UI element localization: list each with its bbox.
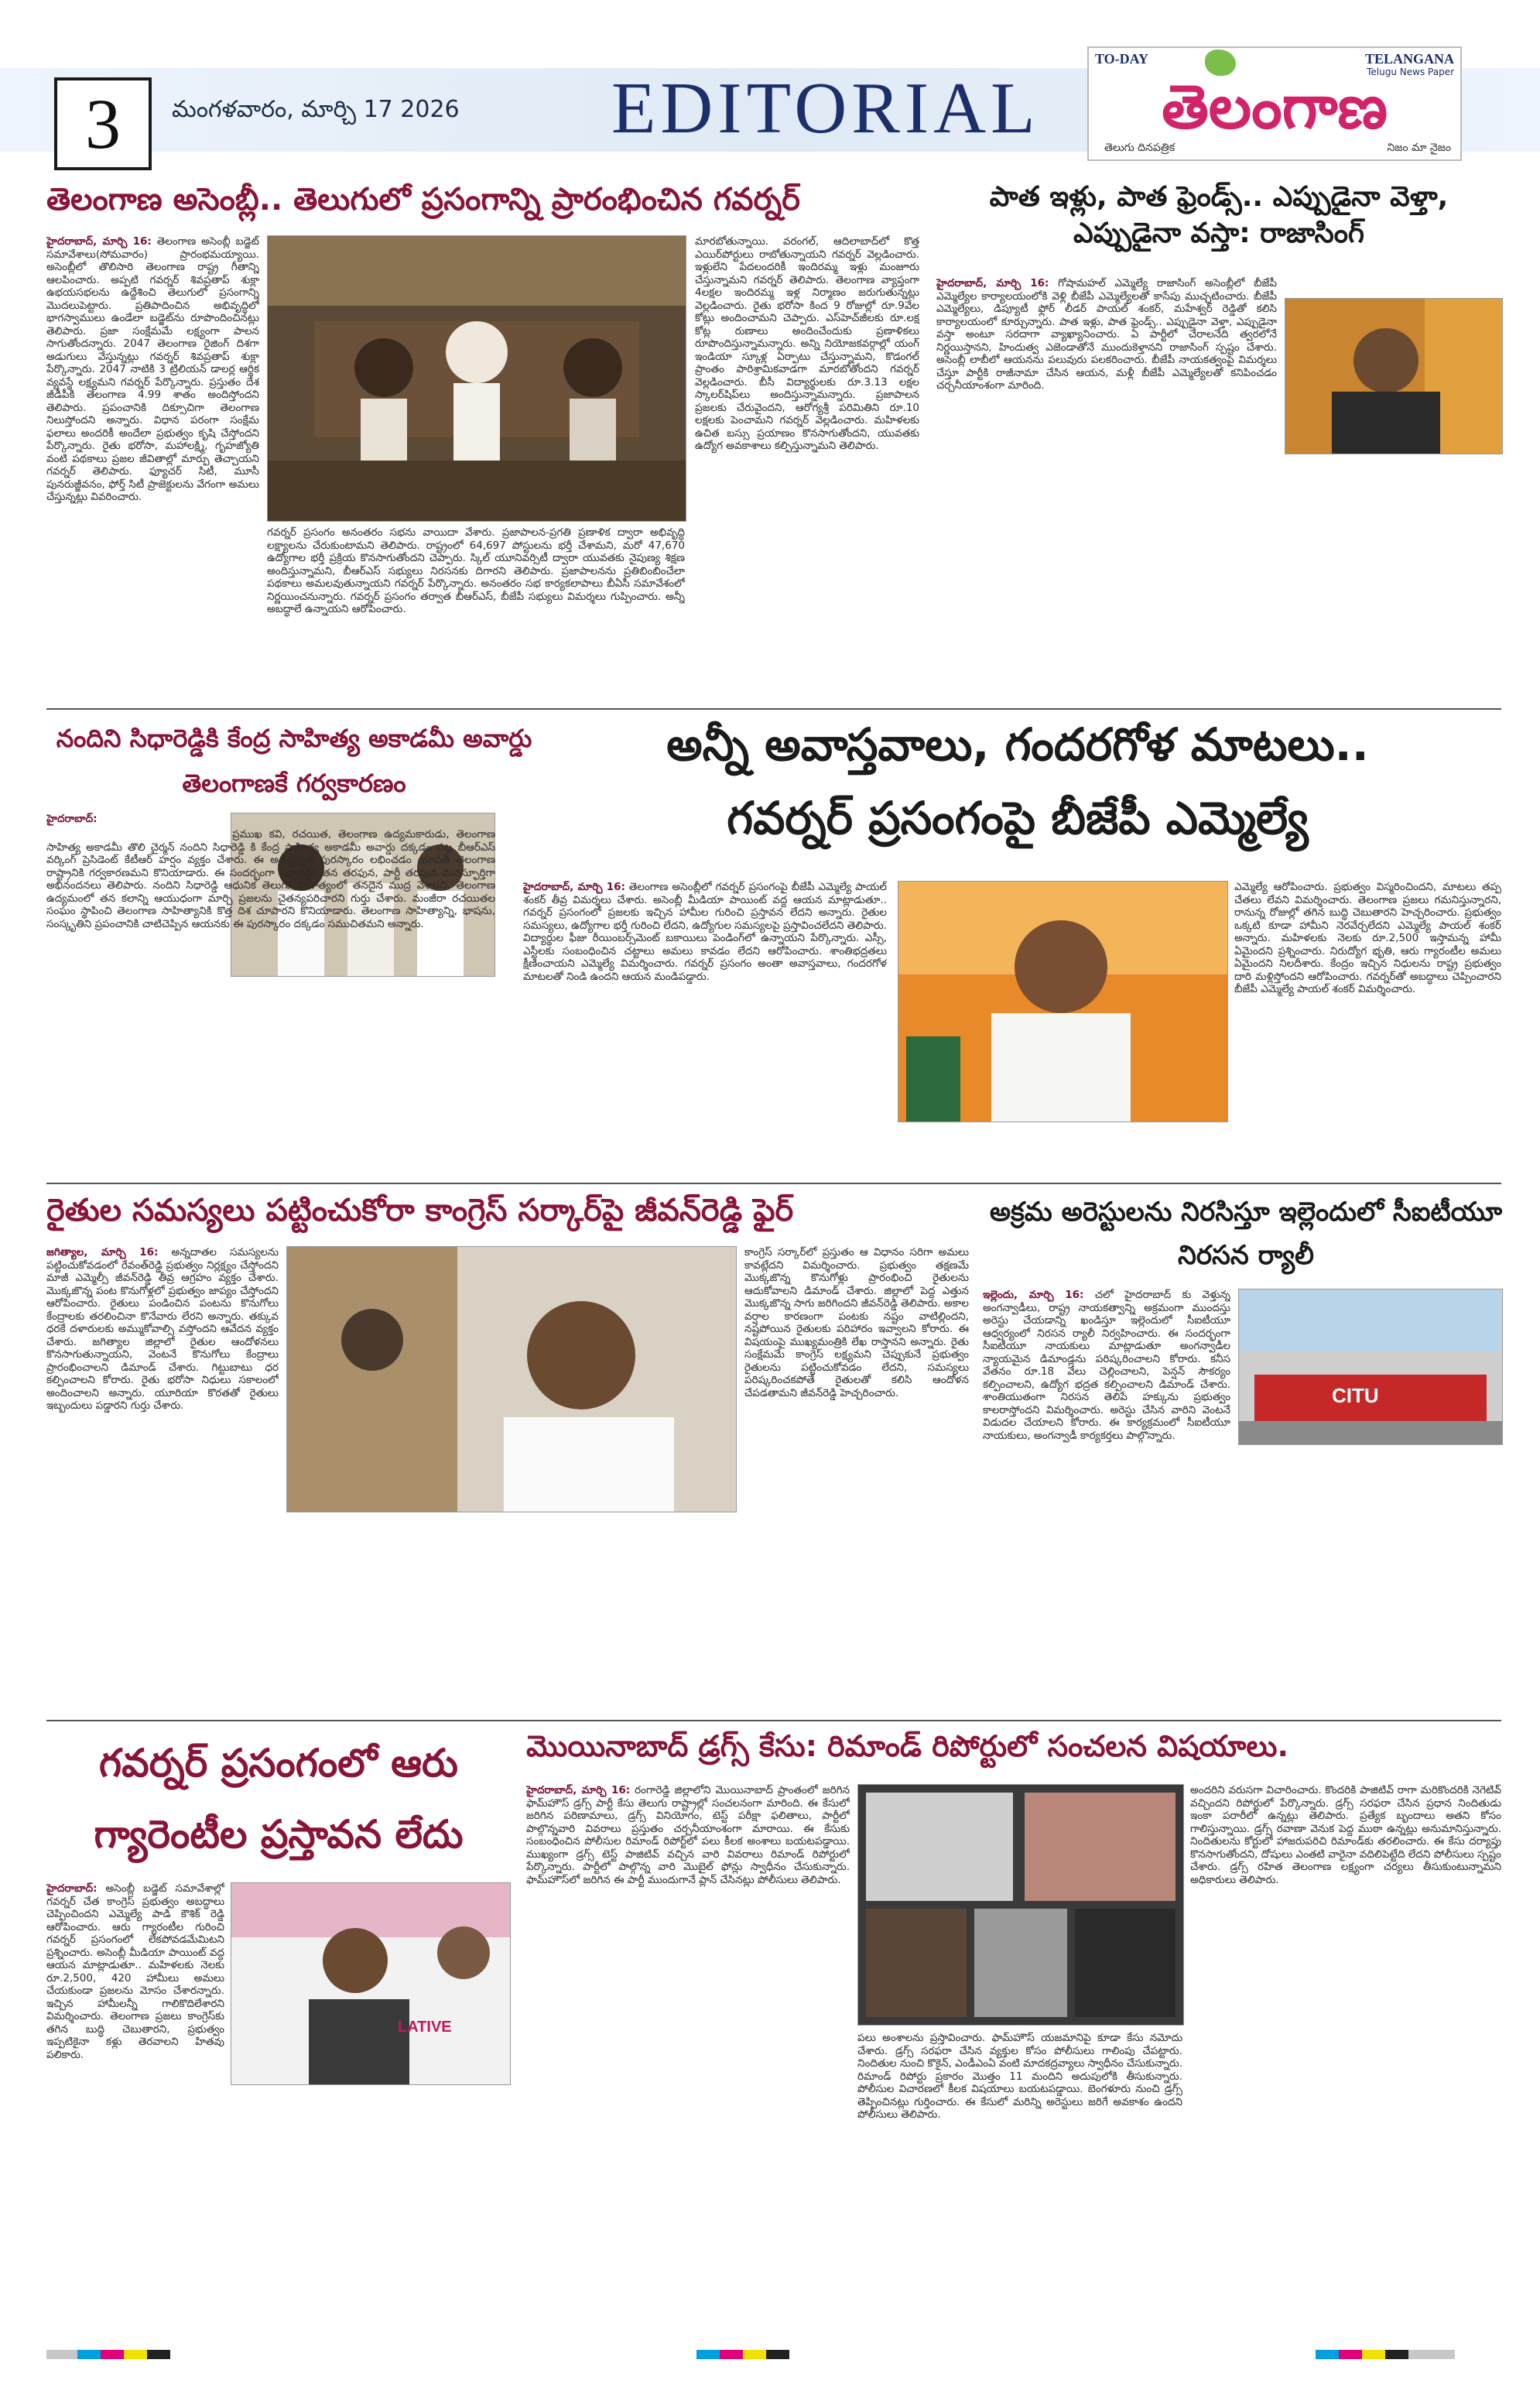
a8-text-3: అందరిని వరుసగా విచారించారు. కొందరికి పాజిటివ్ రాగా మరికొందరికి నెగెటివ్ వచ్చిందని రిపోర్టులో పేర్కొన్నారు. డ్రగ్స్ సరఫరా చేసిన ప్రధాన నిందితుడు ఇంకా పరారీలో ఉన్నట్లు తెలిపారు. ప్రత్యేక బృందాలు అతని కోసం గాలిస్తున్నాయి. డ్రగ్స్ రవాణా వెనుక పెద్ద ముఠా ఉన్నట్లు అనుమానిస్తున్నారు. నిందితులను కోర్టులో హాజరుపరిచి రిమాండ్‌కు తరలించారు. ఈ కేసు దర్యాప్తు కొనసాగుతోందని, దోషులు ఎంతటి వారైనా వదిలిపెట్టేది లేదని పోలీసులు స్పష్టం చేశారు. డ్రగ్స్ రహిత తెలంగాణ లక్ష్యంగా చర్యలు తీసుకుంటున్నామని అధికారులు తెలిపారు. bbox=[1190, 1784, 1501, 1886]
telangana-map-icon bbox=[1205, 50, 1236, 76]
a8-column-3 bbox=[1190, 1784, 1501, 2326]
a2-text: గోషామహల్ ఎమ్మెల్యే రాజాసింగ్ అసెంబ్లీలో బీజేపీ ఎమ్మెల్యేల కార్యాలయంలోకి వెళ్లి బీజేపీ ఎమ్మెల్యేలతో కాసేపు ముచ్చటించారు. బీజేపీ ఎమ్మెల్యేలు, డిప్యూటీ ఫ్లోర్ లీడర్ పాయల్ శంకర్, మహేశ్వర్ రెడ్డితో కలిసి కార్యాలయంలో కూర్చున్నారు. పాత ఇళ్లు, పాత ఫ్రెండ్స్.. ఎప్పుడైనా వెళ్తా, ఎప్పుడైనా వస్తా అంటూ సరదాగా వ్యాఖ్యానించారు. ఏ పార్టీలో చేరాలనేది త్వరలోనే నిర్ణయిస్తానని, హిందుత్వ ఎజెండాతోనే ముందుకెళ్తానని రాజాసింగ్ స్పష్టం చేశారు. అసెంబ్లీ లాబీలో ఆయనను పలువురు పలకరించారు. బీజేపీ నాయకత్వంపై విమర్శలు చేస్తూ పార్టీకి రాజీనామా చేసిన ఆయన, మళ్లీ బీజేపీ ఎమ్మెల్యేలతో కనిపించడం చర్చనీయాంశంగా మారింది. bbox=[936, 277, 1277, 392]
a5-text-1: అన్నదాతల సమస్యలను పట్టించుకోవడంలో రేవంత్‌రెడ్డి ప్రభుత్వం నిర్లక్ష్యం చేస్తోందని మాజీ ఎమ్మెల్సీ జీవన్‌రెడ్డి తీవ్ర ఆగ్రహం వ్యక్తం చేశారు. మొక్కజొన్న పంట కొనుగోళ్లలో ప్రభుత్వం జాప్యం చేస్తోందని ఆరోపించారు. రైతులు పండించిన పంటను కొనుగోలు కేంద్రాలకు తరలించినా కొనేవారు లేరని అన్నారు. తక్కువ ధరకే దళారులకు అమ్ముకోవాల్సి వస్తోందని ఆవేదన వ్యక్తం చేశారు. జగిత్యాల జిల్లాలో రైతుల ఆందోళనలు కొనసాగుతున్నాయని, వెంటనే కొనుగోలు కేంద్రాలు ప్రారంభించాలని డిమాండ్ చేశారు. గిట్టుబాటు ధర కల్పించాలని కోరారు. రైతు భరోసా నిధులు సకాలంలో అందించాలని అన్నారు. యూరియా కొరతతో రైతులు ఇబ్బందులు పడ్డారని గుర్తు చేశారు. bbox=[46, 1246, 279, 1412]
a5-column-1 bbox=[46, 1246, 279, 1718]
a3-dateline: హైదరాబాద్: bbox=[46, 813, 98, 825]
a5-photo-jeevanreddy bbox=[286, 1246, 737, 1512]
logo-subtitle: Telugu News Paper bbox=[1367, 67, 1454, 77]
a6-headline: అక్రమ అరెస్టులను నిరసిస్తూ ఇల్లెందులో సీఐటీయూ నిరసన ర్యాలీ bbox=[989, 1197, 1503, 1271]
a6-photo-rally bbox=[1238, 1289, 1503, 1445]
a7-banner-text: LATIVE bbox=[398, 2019, 452, 2036]
a5-dateline: జగిత్యాల, మార్చి 16: bbox=[46, 1246, 159, 1259]
a4-photo-payal-shankar bbox=[898, 881, 1228, 1122]
a6-body bbox=[983, 1289, 1230, 1718]
a1-text-1: తెలంగాణ అసెంబ్లీ బడ్జెట్ సమావేశాలు(సోమవారం) ప్రారంభమయ్యాయి. అసెంబ్లీలో తొలిసారి తెలంగాణ రాష్ట్ర గీతాన్ని ఆలపించారు. అప్పటి గవర్నర్ శివప్రతాప్ శుక్లా ఉభయసభలను ఉద్దేశించి తెలుగులో ప్రసంగాన్ని మొదలుపెట్టారు. ప్రతిపాదించిన అభివృద్ధిలో భాగస్వాములు ఉండేలా బడ్జెట్‌ను రూపొందించినట్లు తెలిపారు. ప్రజా సంక్షేమమే లక్ష్యంగా పాలన సాగుతోందన్నారు. 2047 తెలంగాణ రైజింగ్ దిశగా అడుగులు వేస్తున్నట్లు గవర్నర్ శివప్రతాప్ శుక్లా పేర్కొన్నారు. 2047 నాటికి 3 ట్రిలియన్ డాలర్ల ఆర్థిక వ్యవస్థే లక్ష్యమని గవర్నర్ పేర్కొన్నారు. ప్రస్తుతం దేశ జీడీపీకి తెలంగాణ 4.99 శాతం అందిస్తోందని తెలిపారు. ప్రపంచానికి దిక్సూచిగా తెలంగాణ నిలుస్తోందని అన్నారు. విధాన పరంగా సంక్షేమ ఫలాలు అందరికీ అందేలా ప్రభుత్వం కృషి చేస్తోందని పేర్కొన్నారు. రైతు భరోసా, మహాలక్ష్మి, గృహజ్యోతి వంటి పథకాలు ప్రజల జీవితాల్లో మార్పు తెచ్చాయని గవర్నర్ తెలిపారు. ఫ్యూచర్ సిటీ, మూసీ పునరుజ్జీవనం, ఫోర్త్ సిటీ ప్రాజెక్టులను వేగంగా అమలు చేస్తున్నట్లు వివరించారు. bbox=[46, 235, 259, 503]
a3-body bbox=[46, 828, 495, 1176]
a6-text: చలో హైదరాబాద్ కు వెళ్తున్న అంగన్వాడీలు, రాష్ట్ర నాయకత్వాన్ని అక్రమంగా ముందస్తు అరెస్టు చేయడాన్ని ఖండిస్తూ ఇల్లెందులో సీఐటీయూ ఆధ్వర్యంలో నిరసన ర్యాలీ నిర్వహించారు. ఈ సందర్భంగా సీఐటీయూ నాయకులు మాట్లాడుతూ అంగన్వాడీల న్యాయమైన డిమాండ్లను పరిష్కరించాలని కోరారు. కనీస వేతనం రూ.18 వేలు చెల్లించాలని, పెన్షన్ సౌకర్యం కల్పించాలని, ఉద్యోగ భద్రత కల్పించాలని డిమాండ్ చేశారు. శాంతియుతంగా నిరసన తెలిపే హక్కును ప్రభుత్వం కాలరాస్తోందని విమర్శించారు. అరెస్టు చేసిన వారిని వెంటనే విడుదల చేయాలని కోరారు. ఈ కార్యక్రమంలో సీఐటీయూ నాయకులు, అంగన్వాడీ కార్యకర్తలు పాల్గొన్నారు. bbox=[983, 1289, 1230, 1442]
a7-dateline: హైదరాబాద్: bbox=[46, 1882, 98, 1895]
newspaper-logo bbox=[1087, 46, 1462, 161]
page-number: 3 bbox=[54, 77, 152, 170]
registration-bar bbox=[0, 2350, 1540, 2359]
a2-dateline: హైదరాబాద్, మార్చి 16: bbox=[936, 277, 1049, 289]
a8-headline: మొయినాబాద్ డ్రగ్స్ కేసు: రిమాండ్ రిపోర్టులో సంచలన విషయాలు. bbox=[526, 1729, 1288, 1763]
a8-column-1 bbox=[526, 1784, 850, 2326]
divider-1 bbox=[46, 708, 1501, 710]
a8-text-1: రంగారెడ్డి జిల్లాలోని మొయినాబాద్ ప్రాంతంలో జరిగిన ఫామ్‌హౌస్ డ్రగ్స్ పార్టీ కేసు తెలుగు రాష్ట్రాల్లో సంచలనంగా మారింది. ఈ కేసులో జరిగిన పరిణామాలు, డ్రగ్స్ వినియోగం, టెస్ట్ పరీక్షా ఫలితాలు, పార్టీలో పాల్గొన్నవారి వివరాలు ప్రస్తుతం చర్చనీయాంశంగా మారాయి. ఈ కేసుకు సంబంధించిన పోలీసుల రిమాండ్ రిపోర్ట్‌లో పలు కీలక అంశాలు బయటపడ్డాయి. ముఖ్యంగా డ్రగ్స్ టెస్ట్ పాజిటివ్ వచ్చిన వారి వివరాలు రిమాండ్ రిపోర్టులో పేర్కొన్నారు. పార్టీలో పాల్గొన్న వారి మొబైల్ ఫోన్లు స్వాధీనం చేసుకున్నారు. ఫామ్‌హౌస్‌లో జరిగిన ఈ పార్టీ ముందుగానే ప్లాన్ చేసినట్లు పోలీసులు తెలిపారు. bbox=[526, 1784, 850, 1886]
a7-photo-koushik-reddy bbox=[231, 1882, 511, 2085]
logo-tag-left: తెలుగు దినపత్రిక bbox=[1104, 142, 1176, 154]
a4-headline-1: అన్నీ అవాస్తవాలు, గందరగోళ మాటలు.. bbox=[666, 718, 1369, 771]
logo-today: TO-DAY bbox=[1095, 51, 1149, 67]
a1-text-2: మారబోతున్నాయి. వరంగల్, ఆదిలాబాద్‌లో కొత్త ఎయిర్‌పోర్టులు రాబోతున్నాయని గవర్నర్ వెల్లడించారు. ఇళ్లులేని పేదలందరికీ ఇందిరమ్మ ఇళ్లు మంజూరు చేస్తున్నామని గవర్నర్ తెలిపారు. తెలంగాణ వ్యాప్తంగా 4లక్షల ఇందిరమ్మ ఇళ్ల నిర్మాణం జరుగుతున్నట్లు వెల్లడించారు. రైతు భరోసా కింద 9 రోజుల్లో రూ.9వేల కోట్లు అందించామని చెప్పారు. ఎస్‌హెచ్‌జీలకు రూ.లక్ష కోట్ల రుణాలు అందించేందుకు ప్రణాళికలు రూపొందిస్తున్నామన్నారు. అన్ని నియోజకవర్గాల్లో యంగ్ ఇండియా స్కూళ్ల ఏర్పాటు చేస్తున్నామని, కొడంగల్ ప్రాంతం పారిశ్రామికవాడగా మారబోతోందని గవర్నర్ వెల్లడించారు. బీసీ విద్యార్థులకు రూ.3.13 లక్షల స్కాలర్‌షిప్‌లు అందిస్తున్నామన్నారు. ప్రజాపాలన ప్రజలకు చేరువైందని, ఆరోగ్యశ్రీ పరిమితిని రూ.10 లక్షలకు పెంచామని గవర్నర్ వెల్లడించారు. మహిళలకు ఉచిత బస్సు ప్రయాణం కొనసాగుతోందని, యువతకు ఉద్యోగ అవకాశాలు కల్పిస్తున్నామని తెలిపారు. bbox=[695, 235, 919, 452]
issue-date: మంగళవారం, మార్చి 17 2026 bbox=[172, 96, 460, 123]
a1-column-1 bbox=[46, 235, 259, 700]
a2-body bbox=[936, 277, 1277, 699]
a3-text: ప్రముఖ కవి, రచయిత, తెలంగాణ ఉద్యమకారుడు, తెలంగాణ సాహిత్య అకాడమీ తొలి చైర్మన్ నందిని సిధారెడ్డి కి కేంద్ర సాహిత్య అకాడమీ అవార్డు దక్కడం పట్ల బీఆర్‌ఎస్ వర్కింగ్ ప్రెసిడెంట్ కేటీఆర్ హర్షం వ్యక్తం చేశారు. ఈ అత్యున్నత పురస్కారం లభించడం యావత్ తెలంగాణ రాష్ట్రానికి గర్వకారణమని కొనియాడారు. ఈ సందర్భంగా సిధారెడ్డికి తన తరఫున, పార్టీ తరఫున మనస్ఫూర్తిగా అభినందనలు తెలిపారు. నందిని సిధారెడ్డి ఆధునిక తెలుగు సాహిత్యంలో తనదైన ముద్ర వేశారని, తెలంగాణ ఉద్యమంలో తన కలాన్ని ఆయుధంగా మార్చి ప్రజలను చైతన్యపరిచారని గుర్తు చేశారు. మంజీరా రచయితల సంఘం స్థాపించి తెలంగాణ సాహిత్యానికి కొత్త దిశ చూపారని కొనియాడారు. తెలంగాణ సాహిత్యాన్ని, భాషను, సంస్కృతిని ప్రపంచానికి చాటిచెప్పిన ఆయనకు ఈ పురస్కారం దక్కడం సముచితమని అన్నారు. bbox=[46, 828, 495, 930]
logo-tag-right: నిజం మా నైజం bbox=[1387, 142, 1451, 154]
a7-headline: గవర్నర్ ప్రసంగంలో ఆరు గ్యారెంటీల ప్రస్తావన లేదు bbox=[94, 1741, 464, 1857]
a4-column-2 bbox=[1234, 881, 1501, 1175]
a4-dateline: హైదరాబాద్, మార్చి 16: bbox=[523, 881, 625, 893]
logo-main: తెలంగాణ bbox=[1162, 73, 1388, 142]
section-title: EDITORIAL bbox=[611, 68, 1040, 149]
a1-column-2 bbox=[695, 235, 919, 700]
a8-photo-drugs bbox=[857, 1784, 1184, 2026]
a2-headline: పాత ఇళ్లు, పాత ఫ్రెండ్స్.. ఎప్పుడైనా వెళ్తా, ఎప్పుడైనా వస్తా: రాజాసింగ్ bbox=[989, 181, 1449, 249]
a7-body bbox=[46, 1882, 224, 2327]
a8-column-2 bbox=[857, 2032, 1182, 2326]
a4-column-1 bbox=[523, 881, 887, 1175]
a1-text-1b: గవర్నర్ ప్రసంగం అనంతరం సభను వాయిదా వేశారు. ప్రజాపాలన-ప్రగతి ప్రణాళిక ద్వారా అభివృద్ధి లక్ష్యాలను చేరుకుంటామని తెలిపారు. రాష్ట్రంలో 64,697 పోస్టులను భర్తీ చేశామని, మరో 47,670 ఉద్యోగాల భర్తీ ప్రక్రియ కొనసాగుతోందని చెప్పారు. స్కిల్ యూనివర్సిటీ ద్వారా యువతకు నైపుణ్య శిక్షణ అందిస్తున్నామని, బీఆర్‌ఎస్ సభ్యులు నిరసనకు దిగారని తెలిపారు. ప్రజాపాలనను ప్రతిబింబించేలా పథకాలు అమలవుతున్నాయని గవర్నర్ పేర్కొన్నారు. అనంతరం సభ కార్యకలాపాలు బీఏసీ సమావేశంలో నిర్ణయించనున్నారు. గవర్నర్ ప్రసంగం తర్వాత బీఆర్‌ఎస్, బీజేపీ సభ్యులు విమర్శలు గుప్పించారు. అన్నీ అబద్ధాలే ఉన్నాయని ఆరోపించారు. bbox=[267, 526, 685, 615]
a6-banner-text: CITU bbox=[1332, 1384, 1379, 1407]
divider-2 bbox=[46, 1183, 1501, 1184]
a1-column-1b bbox=[267, 526, 685, 700]
a3-headline: నందిని సిధారెడ్డికి కేంద్ర సాహిత్య అకాడమీ అవార్డు తెలంగాణకే గర్వకారణం bbox=[56, 724, 532, 798]
a4-headline-2: గవర్నర్ ప్రసంగంపై బీజేపీ ఎమ్మెల్యే bbox=[727, 792, 1309, 844]
a5-headline: రైతుల సమస్యలు పట్టించుకోరా కాంగ్రెస్ సర్కార్‌పై జీవన్‌రెడ్డి ఫైర్ bbox=[46, 1193, 794, 1228]
a8-dateline: హైదరాబాద్, మార్చి 16: bbox=[526, 1784, 631, 1796]
a5-column-1b bbox=[286, 1517, 735, 1718]
a4-text-2: ఎమ్మెల్యే ఆరోపించారు. ప్రభుత్వం విస్మరించిందని, మాటలు తప్ప చేతలు లేవని విమర్శించారు. తెలంగాణ ప్రజలు గమనిస్తున్నారని, రానున్న రోజుల్లో తగిన బుద్ధి చెబుతారని హెచ్చరించారు. ప్రభుత్వం ఒక్కటి కూడా హామీని నెరవేర్చలేదని ఎమ్మెల్యే పాయల్ శంకర్ అన్నారు. మహిళలకు నెలకు రూ.2,500 ఇస్తామన్న హామీ ఏమైందని ప్రశ్నించారు. నిరుద్యోగ భృతి, ఆరు గ్యారంటీల అమలు ఏమైందని నిలదీశారు. కేంద్రం ఇచ్చిన నిధులను రాష్ట్ర ప్రభుత్వం దారి మళ్లిస్తోందని ఆరోపించారు. గవర్నర్‌తో అబద్ధాలు చెప్పించారని బీజేపీ ఎమ్మెల్యే పాయల్ శంకర్ విమర్శించారు. bbox=[1234, 881, 1501, 995]
a1-photo-assembly bbox=[267, 235, 686, 522]
a6-dateline: ఇల్లెందు, మార్చి 16: bbox=[983, 1289, 1084, 1301]
a1-dateline: హైదరాబాద్, మార్చి 16: bbox=[46, 235, 152, 248]
a2-photo-rajasingh bbox=[1285, 298, 1503, 454]
a7-text: అసెంబ్లీ బడ్జెట్ సమావేశాల్లో గవర్నర్ చేత కాంగ్రెస్ ప్రభుత్వం అబద్ధాలు చెప్పించిందని ఎమ్మెల్యే పాడి కౌశిక్ రెడ్డి ఆరోపించారు. ఆరు గ్యారంటీల గురించి గవర్నర్ ప్రసంగంలో లేకపోవడమేమిటని ప్రశ్నించారు. అసెంబ్లీ మీడియా పాయింట్ వద్ద ఆయన మాట్లాడుతూ.. మహిళలకు నెలకు రూ.2,500, 420 హామీలు అమలు చేయకుండా ప్రజలను మోసం చేశారన్నారు. ఇచ్చిన హామీలన్నీ గాలికొదిలేశారని విమర్శించారు. తెలంగాణ ప్రజలు కాంగ్రెస్‌కు తగిన బుద్ధి చెబుతారని, ప్రభుత్వం ఇప్పటికైనా కళ్లు తెరవాలని హితవు పలికారు. bbox=[46, 1882, 224, 2061]
a4-text-1: తెలంగాణ అసెంబ్లీలో గవర్నర్ ప్రసంగంపై బీజేపీ ఎమ్మెల్యే పాయల్ శంకర్ తీవ్ర విమర్శలు చేశారు. అసెంబ్లీ మీడియా పాయింట్ వద్ద ఆయన మాట్లాడుతూ.. గవర్నర్ ప్రసంగంలో ప్రజలకు ఇచ్చిన హామీల గురించి ప్రస్తావన లేదని అన్నారు. రైతుల సమస్యలు, ఉద్యోగాల భర్తీ గురించి లేదని, ఉద్యోగుల సమస్యలపై ప్రస్తావించలేదని తెలిపారు. విద్యార్థుల ఫీజు రీయింబర్స్‌మెంట్ బకాయిలు పెండింగ్‌లో ఉన్నాయని పేర్కొన్నారు. ఎస్సీ, ఎస్టీలకు సంబంధించిన చట్టాలు అమలు కావడం లేదని ఆరోపించారు. శాంతిభద్రతలు క్షీణించాయని ఎమ్మెల్యే విమర్శించారు. గవర్నర్ ప్రసంగం అంతా అవాస్తవాలు, గందరగోళ మాటలతో నిండి ఉందని ఆయన మండిపడ్డారు. bbox=[523, 881, 887, 983]
a1-headline: తెలంగాణ అసెంబ్లీ.. తెలుగులో ప్రసంగాన్ని ప్రారంభించిన గవర్నర్ bbox=[46, 182, 800, 217]
a5-column-2 bbox=[744, 1246, 969, 1718]
divider-3 bbox=[46, 1720, 1501, 1721]
a5-text-2: కాంగ్రెస్ సర్కార్‌లో ప్రస్తుతం ఆ విధానం సరిగా అమలు కావట్లేదని విమర్శించారు. ప్రభుత్వం తక్షణమే మొక్కజొన్న కొనుగోళ్లు ప్రారంభించి రైతులను ఆదుకోవాలని డిమాండ్ చేశారు. జిల్లాలో పెద్ద ఎత్తున మొక్కజొన్న సాగు జరిగిందని జీవన్‌రెడ్డి తెలిపారు. అకాల వర్షాల కారణంగా పంటకు నష్టం వాటిల్లిందని, నష్టపోయిన రైతులకు పరిహారం ఇవ్వాలని కోరారు. ఈ విషయంపై ముఖ్యమంత్రికి లేఖ రాస్తానని అన్నారు. రైతు సంక్షేమమే కాంగ్రెస్ లక్ష్యమని చెప్పుకునే ప్రభుత్వం రైతులను పట్టించుకోవడం లేదని, సమస్యలు పరిష్కరించకపోతే రైతులతో కలిసి ఆందోళన చేపడతామని జీవన్‌రెడ్డి హెచ్చరించారు. bbox=[744, 1246, 969, 1399]
logo-telangana: TELANGANA bbox=[1364, 51, 1454, 67]
a8-text-2: పలు అంశాలను ప్రస్తావించారు. ఫామ్‌హౌస్ యజమానిపై కూడా కేసు నమోదు చేశారు. డ్రగ్స్ సరఫరా చేసిన వ్యక్తుల కోసం పోలీసులు గాలింపు చేపట్టారు. నిందితుల నుంచి కొకైన్, ఎండీఎంఏ వంటి మాదకద్రవ్యాలు స్వాధీనం చేసుకున్నారు. రిమాండ్ రిపోర్టు ప్రకారం మొత్తం 11 మందిని అదుపులోకి తీసుకున్నారు. పోలీసుల విచారణలో కీలక విషయాలు బయటపడ్డాయి. బెంగళూరు నుంచి డ్రగ్స్ తెప్పించినట్లు గుర్తించారు. ఈ కేసులో మరిన్ని అరెస్టులు జరిగే అవకాశం ఉందని పోలీసులు తెలిపారు. bbox=[857, 2032, 1182, 2121]
